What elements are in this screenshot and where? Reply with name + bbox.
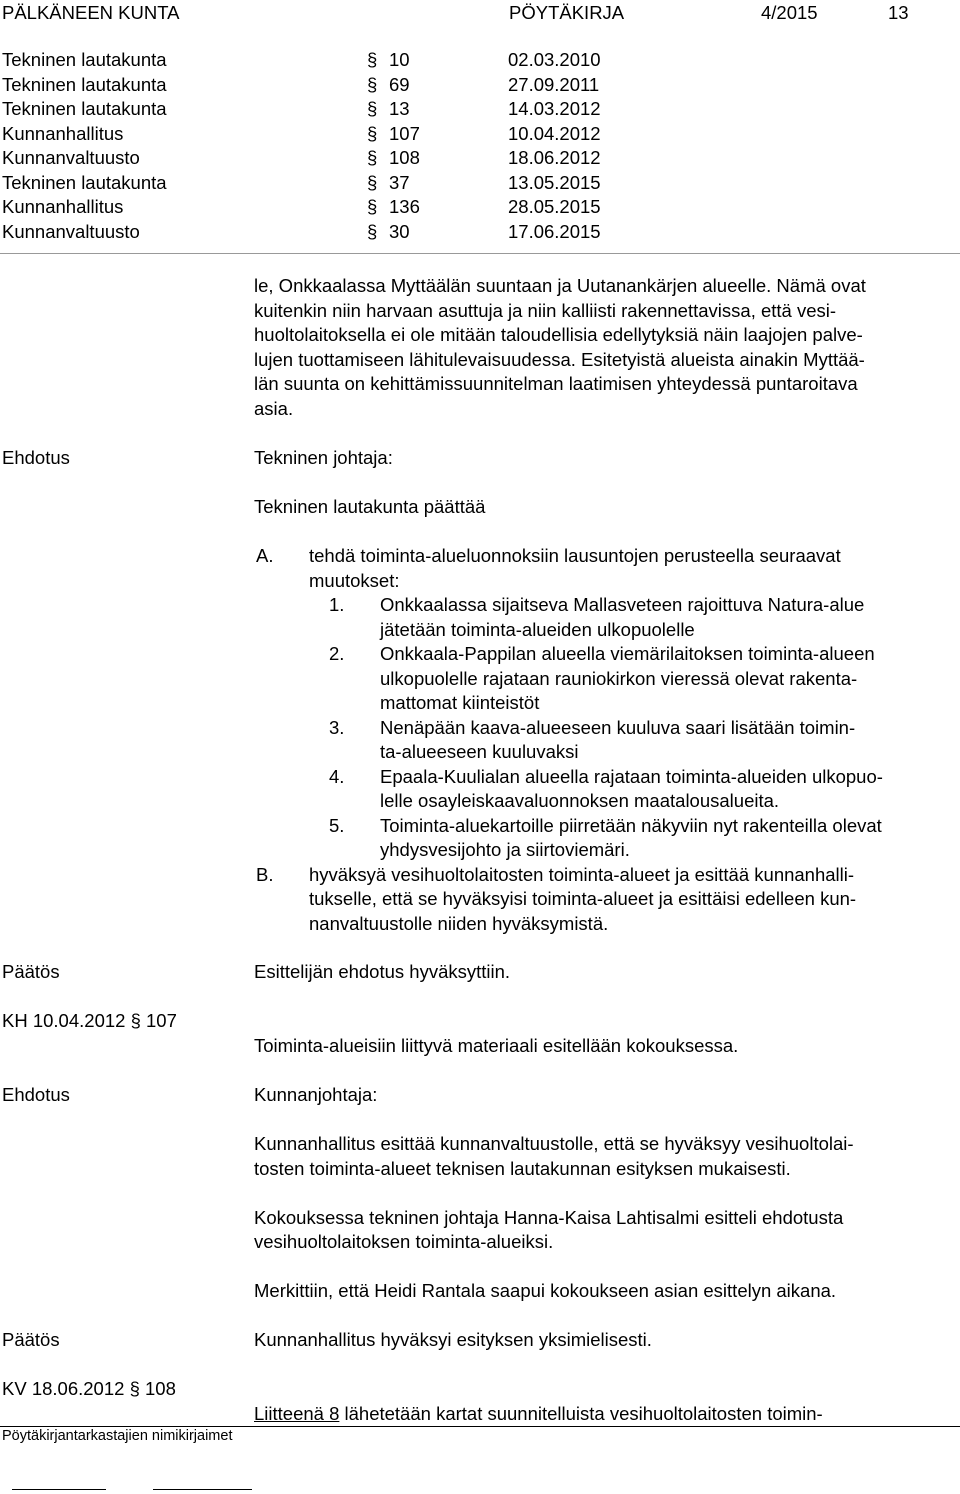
item-b-text bbox=[309, 863, 856, 937]
text-line: asia. bbox=[254, 397, 294, 419]
subitem-text bbox=[380, 716, 855, 765]
minutes-number: 4/2015 bbox=[761, 2, 818, 23]
reference-section: 30 bbox=[389, 220, 410, 242]
section-sign-icon: § bbox=[367, 196, 378, 217]
text-line: Onkkaalassa sijaitseva Mallasveteen rajoittuva Natura-alue bbox=[380, 594, 865, 615]
text-line: tosten toiminta-alueet teknisen lautakunnan esityksen mukaisesti. bbox=[254, 1157, 791, 1179]
reference-row bbox=[0, 171, 960, 196]
text-line: Kokouksessa tekninen johtaja Hanna-Kaisa Lahtisalmi esitteli ehdotusta bbox=[254, 1206, 844, 1228]
item-b-marker: B. bbox=[256, 863, 274, 885]
reference-row bbox=[0, 48, 960, 73]
signature-line bbox=[12, 1489, 106, 1490]
reference-date: 13.05.2015 bbox=[508, 171, 601, 193]
section-sign-icon: § bbox=[367, 147, 378, 168]
proposer-title: Tekninen johtaja: bbox=[254, 447, 393, 468]
text-line: hyväksyä vesihuoltolaitosten toiminta-alueet ja esittää kunnanhalli- bbox=[309, 863, 855, 885]
proposal-label: Ehdotus bbox=[2, 1084, 70, 1105]
subitem-number: 5. bbox=[329, 814, 345, 836]
subitem-text bbox=[380, 593, 864, 642]
reference-body: Tekninen lautakunta bbox=[2, 98, 167, 119]
attachment-link[interactable]: Liitteenä 8 bbox=[254, 1403, 340, 1424]
attachment-text: lähetetään kartat suunnitelluista vesihuoltolaitosten toimin- bbox=[339, 1403, 823, 1424]
kv-reference-number: 108 bbox=[145, 1378, 176, 1399]
text-line: Epaala-Kuulialan alueella rajataan toiminta-alueiden ulkopuo- bbox=[380, 765, 883, 787]
item-a-text bbox=[309, 544, 841, 593]
reference-row bbox=[0, 220, 960, 245]
section-sign-icon: § bbox=[130, 1010, 141, 1031]
reference-date: 18.06.2012 bbox=[508, 147, 601, 168]
page-header bbox=[0, 0, 960, 26]
reference-date: 14.03.2012 bbox=[508, 98, 601, 119]
reference-row bbox=[0, 195, 960, 220]
kv-reference bbox=[2, 1377, 176, 1402]
reference-body: Kunnanhallitus bbox=[2, 122, 124, 144]
section-sign-icon: § bbox=[367, 98, 378, 119]
reference-body: Kunnanvaltuusto bbox=[2, 220, 140, 242]
text-line: yhdysvesijohto ja siirtoviemäri. bbox=[380, 839, 630, 860]
material-note: Toiminta-alueisiin liittyvä materiaali esitellään kokouksessa. bbox=[254, 1035, 739, 1056]
reference-body: Kunnanhallitus bbox=[2, 196, 124, 217]
reference-section: 37 bbox=[389, 171, 410, 193]
text-line: muutokset: bbox=[309, 569, 400, 591]
reference-section: 108 bbox=[389, 147, 420, 168]
proposal-label: Ehdotus bbox=[2, 447, 70, 468]
kh-note bbox=[254, 1206, 960, 1255]
reference-section: 13 bbox=[389, 98, 410, 119]
reference-body: Tekninen lautakunta bbox=[2, 171, 167, 193]
text-line: lujen tuottamiseen lähitulevaisuudessa. Esitetyistä alueista ainakin Myttää- bbox=[254, 348, 865, 370]
reference-section: 10 bbox=[389, 49, 410, 70]
text-line: mattomat kiinteistöt bbox=[380, 692, 540, 713]
signature-line bbox=[153, 1489, 252, 1490]
kh-note: Merkittiin, että Heidi Rantala saapui kokoukseen asian esittelyn aikana. bbox=[254, 1280, 837, 1301]
reference-date: 17.06.2015 bbox=[508, 220, 601, 242]
reference-date: 27.09.2011 bbox=[508, 73, 600, 95]
signers-label: Pöytäkirjantarkastajien nimikirjaimet bbox=[2, 1428, 233, 1444]
subitem-number: 3. bbox=[329, 716, 345, 738]
section-divider bbox=[0, 253, 960, 254]
section-sign-icon: § bbox=[367, 73, 378, 95]
reference-row bbox=[0, 146, 960, 171]
section-sign-icon: § bbox=[367, 220, 378, 242]
subitem-number: 1. bbox=[329, 594, 345, 615]
text-line: Nenäpään kaava-alueeseen kuuluva saari lisätään toimin- bbox=[380, 716, 856, 738]
text-line: tukselle, että se hyväksyisi toiminta-alueet ja esittäisi edelleen kun- bbox=[309, 888, 857, 909]
decision-label: Päätös bbox=[2, 1329, 60, 1350]
section-sign-icon: § bbox=[367, 122, 378, 144]
text-line: Toiminta-aluekartoille piirretään näkyviin nyt rakenteilla olevat bbox=[380, 814, 882, 836]
proposer-title: Kunnanjohtaja: bbox=[254, 1084, 378, 1105]
attachment-line bbox=[254, 1402, 823, 1427]
reference-body: Tekninen lautakunta bbox=[2, 49, 167, 70]
text-line: Onkkaala-Pappilan alueella viemärilaitoksen toiminta-alueen bbox=[380, 643, 875, 664]
text-line: le, Onkkaalassa Myttäälän suuntaan ja Uutanankärjen alueelle. Nämä ovat bbox=[254, 275, 866, 296]
section-sign-icon: § bbox=[367, 171, 378, 193]
text-line: lelle osayleiskaavaluonnoksen maatalousalueita. bbox=[380, 790, 780, 811]
reference-date: 28.05.2015 bbox=[508, 196, 601, 217]
subitem-text bbox=[380, 642, 875, 716]
section-sign-icon: § bbox=[129, 1378, 140, 1399]
item-a-marker: A. bbox=[256, 545, 274, 566]
text-line: ulkopuolelle rajataan rauniokirkon vieressä olevat rakenta- bbox=[380, 667, 858, 689]
reference-section: 69 bbox=[389, 73, 410, 95]
reference-body: Tekninen lautakunta bbox=[2, 73, 167, 95]
subitem-text bbox=[380, 814, 882, 863]
text-line: jätetään toiminta-alueiden ulkopuolelle bbox=[380, 618, 695, 640]
reference-section: 136 bbox=[389, 196, 420, 217]
text-line: ta-alueeseen kuuluvaksi bbox=[380, 741, 579, 762]
reference-row bbox=[0, 73, 960, 98]
kh-reference bbox=[2, 1009, 177, 1034]
subitem-text bbox=[380, 765, 883, 814]
decision-label: Päätös bbox=[2, 961, 60, 982]
text-line: vesihuoltolaitoksen toiminta-alueiksi. bbox=[254, 1231, 554, 1252]
reference-row bbox=[0, 97, 960, 122]
text-line: huoltolaitoksella ei ole mitään taloudellisia edellytyksiä näin laajojen palve- bbox=[254, 324, 863, 345]
subitem-number: 4. bbox=[329, 765, 345, 787]
municipality-name: PÄLKÄNEEN KUNTA bbox=[2, 2, 180, 23]
text-line: län suunta on kehittämissuunnitelman laatimisen yhteydessä puntaroitava bbox=[254, 373, 858, 394]
reference-section: 107 bbox=[389, 122, 420, 144]
text-line: kuitenkin niin harvaan asuttuja ja niin kalliisti rakennettavissa, että vesi- bbox=[254, 299, 837, 321]
document-type: PÖYTÄKIRJA bbox=[509, 2, 625, 23]
text-line: Kunnanhallitus esittää kunnanvaltuustolle, että se hyväksyy vesihuoltolai- bbox=[254, 1133, 854, 1154]
kh-proposal bbox=[254, 1132, 960, 1181]
board-decides: Tekninen lautakunta päättää bbox=[254, 496, 486, 517]
reference-date: 02.03.2010 bbox=[508, 49, 601, 70]
page-number: 13 bbox=[888, 2, 909, 23]
kh-decision: Kunnanhallitus hyväksyi esityksen yksimielisesti. bbox=[254, 1329, 652, 1350]
kh-reference-number: 107 bbox=[146, 1010, 177, 1031]
reference-row bbox=[0, 122, 960, 147]
reference-date: 10.04.2012 bbox=[508, 122, 601, 144]
text-line: nanvaltuustolle niiden hyväksymistä. bbox=[309, 912, 609, 934]
text-line: tehdä toiminta-alueluonnoksiin lausuntojen perusteella seuraavat bbox=[309, 545, 841, 566]
board-decision: Esittelijän ehdotus hyväksyttiin. bbox=[254, 961, 511, 982]
subitem-number: 2. bbox=[329, 643, 345, 664]
reference-body: Kunnanvaltuusto bbox=[2, 147, 140, 168]
kh-reference-date: KH 10.04.2012 bbox=[2, 1010, 126, 1031]
intro-paragraph bbox=[254, 274, 960, 421]
kv-reference-date: KV 18.06.2012 bbox=[2, 1378, 125, 1399]
section-sign-icon: § bbox=[367, 49, 378, 70]
